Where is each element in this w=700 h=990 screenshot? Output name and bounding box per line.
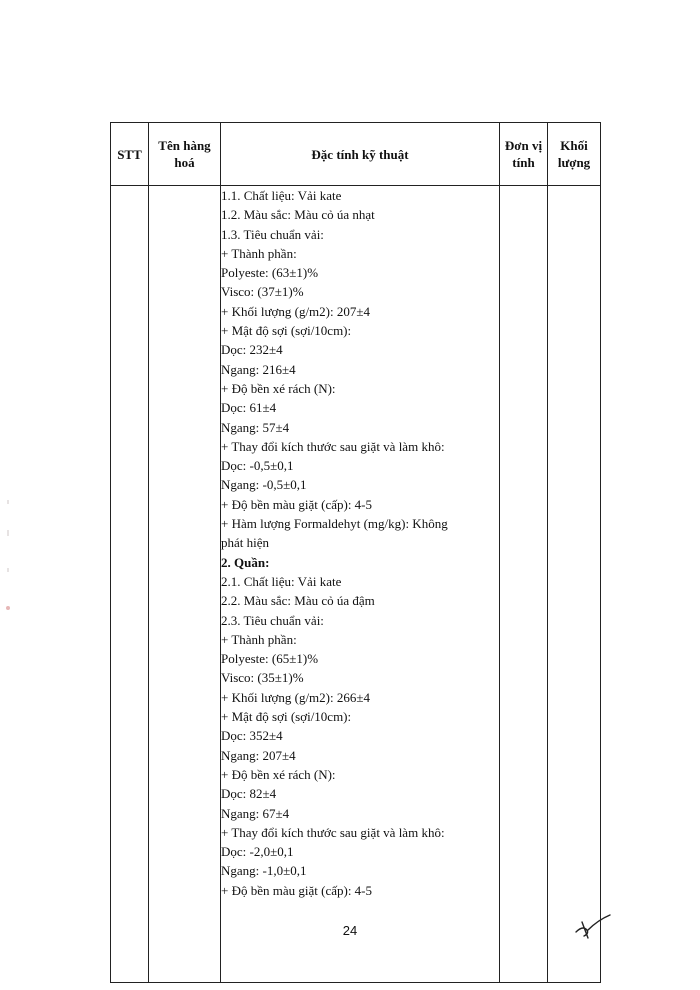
spec-line: Ngang: 216±4 xyxy=(221,361,296,377)
spec-line: 2.3. Tiêu chuẩn vải: xyxy=(221,612,324,628)
table-row xyxy=(111,186,601,983)
header-khoi-luong: Khối lượng xyxy=(548,123,601,186)
spec-line: 1.3. Tiêu chuẩn vải: xyxy=(221,226,324,242)
spec-line: + Thành phần: xyxy=(221,245,297,261)
spec-table xyxy=(110,122,601,983)
table-header-row xyxy=(111,123,601,186)
spec-line: Ngang: 207±4 xyxy=(221,747,296,763)
header-dac-tinh-ky-thuat: Đặc tính kỹ thuật xyxy=(221,123,500,186)
spec-line: Polyeste: (65±1)% xyxy=(221,651,319,667)
header-don-vi-tinh: Đơn vị tính xyxy=(500,123,548,186)
spec-line: Visco: (37±1)% xyxy=(221,284,304,300)
cell-ten-hang-hoa xyxy=(149,186,221,983)
spec-line: 1.1. Chất liệu: Vải kate xyxy=(221,188,342,203)
cell-dac-tinh-ky-thuat xyxy=(221,186,500,983)
spec-line: 2.1. Chất liệu: Vải kate xyxy=(221,573,342,589)
header-ten-hang-hoa: Tên hàng hoá xyxy=(149,123,221,186)
cell-khoi-luong xyxy=(548,186,601,983)
spec-line: + Độ bền màu giặt (cấp): 4-5 xyxy=(221,496,373,512)
spec-line: + Độ bền màu giặt (cấp): 4-5 xyxy=(221,882,373,898)
spec-line: Dọc: 61±4 xyxy=(221,400,277,416)
spec-line: Visco: (35±1)% xyxy=(221,670,304,686)
spec-line: Dọc: 82±4 xyxy=(221,786,277,802)
spec-line: 2. Quần: xyxy=(221,554,270,570)
spec-line: Ngang: 57±4 xyxy=(221,419,290,435)
spec-line: Dọc: 352±4 xyxy=(221,728,283,744)
spec-line: + Mật độ sợi (sợi/10cm): xyxy=(221,709,352,725)
spec-line: + Độ bền xé rách (N): xyxy=(221,380,336,396)
spec-line: + Độ bền xé rách (N): xyxy=(221,766,336,782)
page-number: 24 xyxy=(342,923,358,938)
spec-line: + Mật độ sợi (sợi/10cm): xyxy=(221,323,352,339)
spec-line: Polyeste: (63±1)% xyxy=(221,265,319,281)
spec-line: + Thay đổi kích thước sau giặt và làm khô: xyxy=(221,824,445,840)
spec-line: Dọc: -2,0±0,1 xyxy=(221,844,294,860)
spec-line: 1.2. Màu sắc: Màu cỏ úa nhạt xyxy=(221,207,375,223)
spec-line: + Thay đổi kích thước sau giặt và làm khô: xyxy=(221,438,445,454)
header-stt: STT xyxy=(111,123,149,186)
spec-line: phát hiện xyxy=(221,535,270,551)
margin-mark xyxy=(4,490,12,630)
spec-line: + Khối lượng (g/m2): 266±4 xyxy=(221,689,370,705)
signature-mark xyxy=(572,912,612,942)
cell-don-vi-tinh xyxy=(500,186,548,983)
spec-line: + Thành phần: xyxy=(221,631,297,647)
cell-stt xyxy=(111,186,149,983)
spec-line: Ngang: -1,0±0,1 xyxy=(221,863,307,879)
spec-line: Ngang: 67±4 xyxy=(221,805,290,821)
spec-line: Ngang: -0,5±0,1 xyxy=(221,477,307,493)
spec-line: 2.2. Màu sắc: Màu cỏ úa đậm xyxy=(221,593,375,609)
spec-line: Dọc: -0,5±0,1 xyxy=(221,458,294,474)
spec-line: + Khối lượng (g/m2): 207±4 xyxy=(221,303,370,319)
spec-line: Dọc: 232±4 xyxy=(221,342,283,358)
spec-line: + Hàm lượng Formaldehyt (mg/kg): Không xyxy=(221,516,448,532)
